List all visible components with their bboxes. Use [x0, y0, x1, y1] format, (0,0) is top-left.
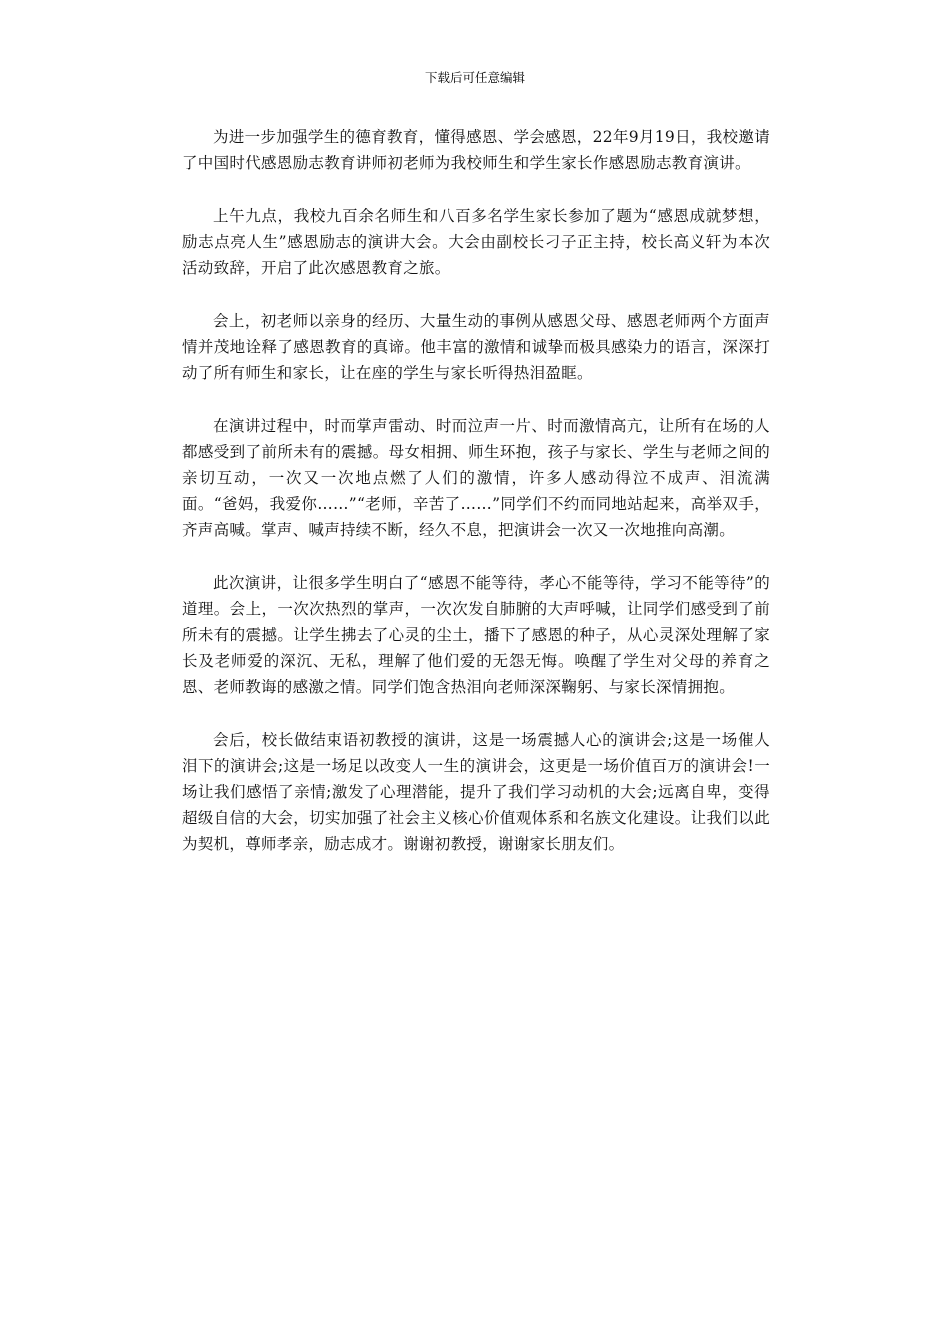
- paragraph-6: 会后，校长做结束语初教授的演讲，这是一场震撼人心的演讲会;这是一场催人泪下的演讲会;这是一场足以改变人一生的演讲会，这更是一场价值百万的演讲会!一场让我们感悟了亲情;激发了心理潜能，提升了我们学习动机的大会;远离自卑，变得超级自信的大会，切实加强了社会主义核心价值观体系和名族文化建设。让我们以此为契机，尊师孝亲，励志成才。谢谢初教授，谢谢家长朋友们。: [182, 731, 770, 853]
- header-note: 下载后可任意编辑: [424, 70, 525, 85]
- paragraph-5: 此次演讲，让很多学生明白了“感恩不能等待，孝心不能等待，学习不能等待”的道理。会上，一次次热烈的掌声，一次次发自肺腑的大声呼喊，让同学们感受到了前所未有的震撼。让学生拂去了心灵的尘土，播下了感恩的种子，从心灵深处理解了家长及老师爱的深沉、无私，理解了他们爱的无怨无悔。唤醒了学生对父母的养育之恩、老师教诲的感激之情。同学们饱含热泪向老师深深鞠躬、与家长深情拥抱。: [182, 574, 770, 696]
- paragraph-2: 上午九点，我校九百余名师生和八百多名学生家长参加了题为“感恩成就梦想，励志点亮人生”感恩励志的演讲大会。大会由副校长刁子正主持，校长高义轩为本次活动致辞，开启了此次感恩教育之旅。: [182, 207, 770, 277]
- paragraph-3: 会上，初老师以亲身的经历、大量生动的事例从感恩父母、感恩老师两个方面声情并茂地诠释了感恩教育的真谛。他丰富的激情和诚挚而极具感染力的语言，深深打动了所有师生和家长，让在座的学生与家长听得热泪盈眶。: [182, 312, 770, 382]
- paragraph-4: 在演讲过程中，时而掌声雷动、时而泣声一片、时而激情高亢，让所有在场的人都感受到了前所未有的震撼。母女相拥、师生环抱，孩子与家长、学生与老师之间的亲切互动，一次又一次地点燃了人们的激情，许多人感动得泣不成声、泪流满面。“爸妈，我爱你……”“老师，辛苦了……”同学们不约而同地站起来，高举双手，齐声高喊。掌声、喊声持续不断，经久不息，把演讲会一次又一次地推向高潮。: [182, 417, 770, 539]
- article-body: [182, 124, 770, 884]
- paragraph-1: 为进一步加强学生的德育教育，懂得感恩、学会感恩，22年9月19日，我校邀请了中国时代感恩励志教育讲师初老师为我校师生和学生家长作感恩励志教育演讲。: [182, 128, 770, 172]
